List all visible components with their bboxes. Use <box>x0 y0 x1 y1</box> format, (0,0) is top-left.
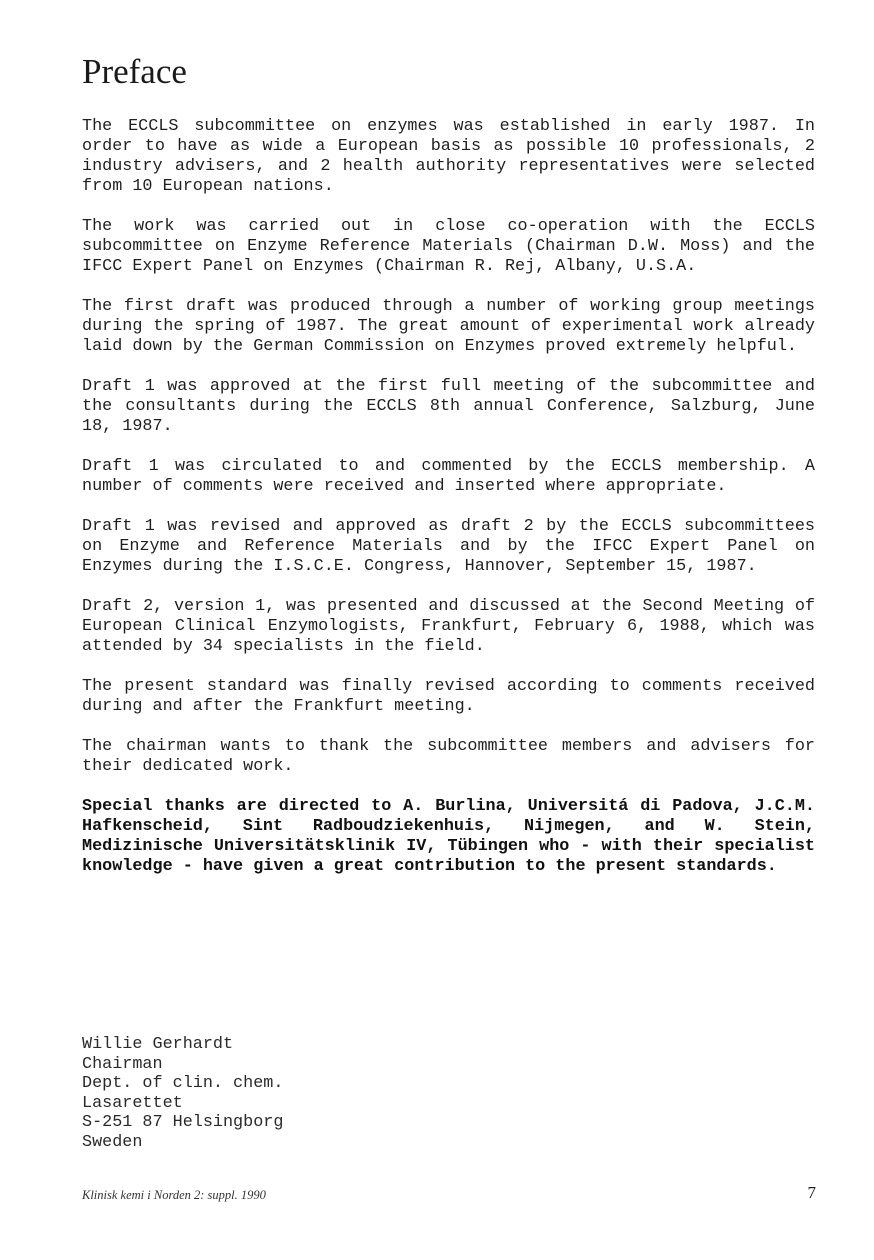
paragraph-chairman-thanks: The chairman wants to thank the subcommittee members and advisers for their dedicated work. <box>82 737 815 776</box>
paragraph-draft1-approved: Draft 1 was approved at the first full meeting of the subcommittee and the consultants during the ECCLS 8th annual Conference, Salzburg, June 18, 1987. <box>82 377 815 436</box>
preface-body <box>82 117 815 897</box>
footer-journal-citation: Klinisk kemi i Norden 2: suppl. 1990 <box>82 1188 266 1202</box>
paragraph-first-draft: The first draft was produced through a number of working group meetings during the spring of 1987. The great amount of experimental work already laid down by the German Commission on Enzymes proved extremely helpful. <box>82 297 815 356</box>
paragraph-special-thanks: Special thanks are directed to A. Burlina, Universitá di Padova, J.C.M. Hafkenscheid, Sint Radboudziekenhuis, Nijmegen, and W. Stein, Medizinische Universitätsklinik IV, Tübingen who - with their specialist knowledge - have given a great contribution to the present standards. <box>82 797 815 876</box>
signature-institution: Lasarettet <box>82 1093 183 1113</box>
paragraph-draft1-circulated: Draft 1 was circulated to and commented by the ECCLS membership. A number of comments were received and inserted where appropriate. <box>82 457 815 496</box>
page-number: 7 <box>807 1183 816 1202</box>
signature-block <box>82 1035 283 1152</box>
signature-country: Sweden <box>82 1132 143 1152</box>
paragraph-draft1-revised: Draft 1 was revised and approved as draft 2 by the ECCLS subcommittees on Enzyme and Reference Materials and by the IFCC Expert Panel on Enzymes during the I.S.C.E. Congress, Hannover, September 15, 1987. <box>82 517 815 576</box>
signature-city: S-251 87 Helsingborg <box>82 1113 284 1132</box>
signature-role: Chairman <box>82 1054 163 1074</box>
paragraph-subcommittee-established: The ECCLS subcommittee on enzymes was established in early 1987. In order to have as wide a European basis as possible 10 professionals, 2 industry advisers, and 2 health authority representatives were selected from 10 European nations. <box>82 117 815 196</box>
signature-name: Willie Gerhardt <box>82 1035 234 1054</box>
page-title: Preface <box>82 52 187 91</box>
signature-department: Dept. of clin. chem. <box>82 1074 284 1093</box>
paragraph-cooperation: The work was carried out in close co-operation with the ECCLS subcommittee on Enzyme Reference Materials (Chairman D.W. Moss) and the IFCC Expert Panel on Enzymes (Chairman R. Rej, Albany, U.S.A. <box>82 217 815 276</box>
paragraph-draft2-presented: Draft 2, version 1, was presented and discussed at the Second Meeting of European Clinical Enzymologists, Frankfurt, February 6, 1988, which was attended by 34 specialists in the field. <box>82 597 815 656</box>
paragraph-final-revision: The present standard was finally revised according to comments received during and after the Frankfurt meeting. <box>82 677 815 716</box>
